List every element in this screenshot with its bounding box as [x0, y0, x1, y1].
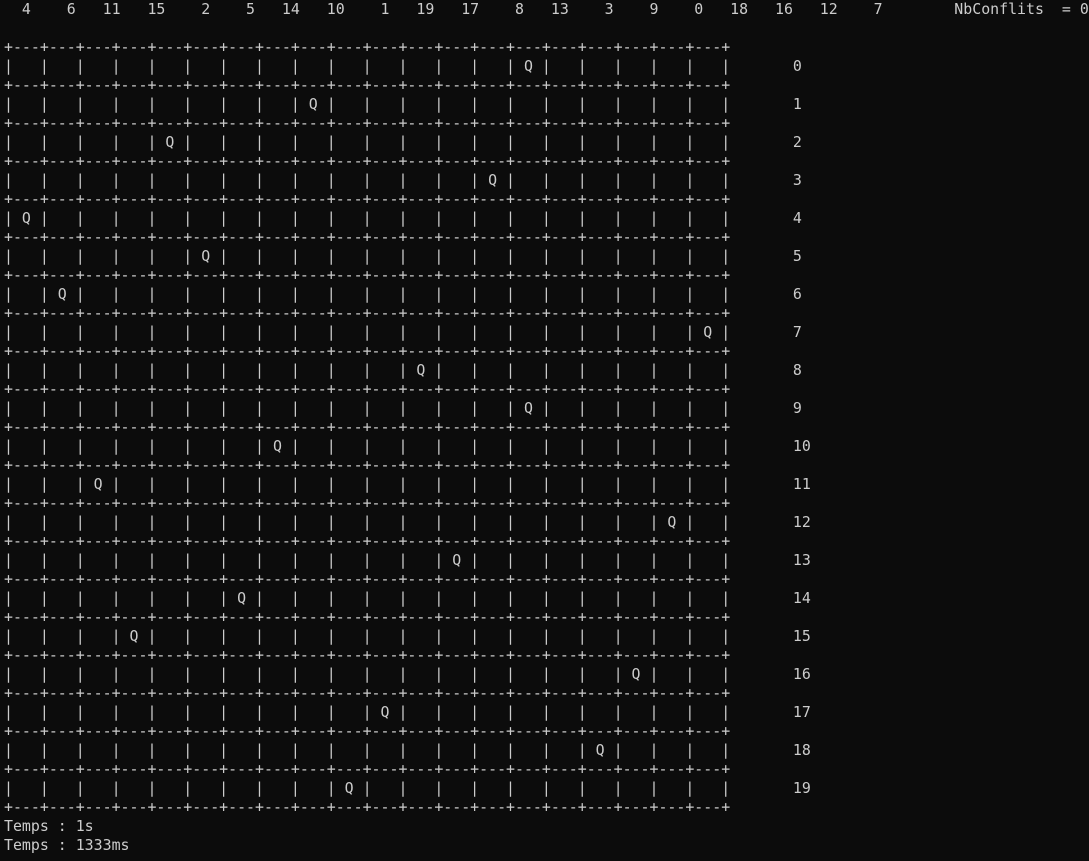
- terminal-window: [4, 0, 1089, 861]
- board-row: [4, 285, 1010, 304]
- board-row: [4, 247, 1010, 266]
- board-separator: +---+---+---+---+---+---+---+---+---+---+---+---+---+---+---+---+---+---+---+---+: [4, 532, 731, 550]
- board-separator: +---+---+---+---+---+---+---+---+---+---+---+---+---+---+---+---+---+---+---+---+: [4, 798, 731, 816]
- board-row-cells: | | | | | Q | | | | | | | | | | | | | | | |: [4, 133, 793, 151]
- board-row: [4, 399, 1010, 418]
- board-row: [4, 475, 1010, 494]
- board-row: [4, 741, 1010, 760]
- board-row: [4, 437, 1010, 456]
- board-row: [4, 361, 1010, 380]
- row-label: 0: [792, 57, 802, 75]
- board-row-cells: | | | | | | | Q | | | | | | | | | | | | | |: [4, 589, 793, 607]
- board-separator: +---+---+---+---+---+---+---+---+---+---+---+---+---+---+---+---+---+---+---+---+: [4, 418, 731, 436]
- board-separator: +---+---+---+---+---+---+---+---+---+---+---+---+---+---+---+---+---+---+---+---+: [4, 304, 731, 322]
- row-label: 5: [792, 247, 802, 265]
- board-row: [4, 665, 1010, 684]
- blank-line: [4, 19, 1010, 38]
- time-seconds: Temps : 1s: [4, 817, 94, 835]
- board-row: [4, 323, 1010, 342]
- footer: [4, 817, 1010, 855]
- board-row: [4, 133, 1010, 152]
- board-row-cells: | | | | | | | | | | | | | | | | | | | Q | |: [4, 513, 793, 531]
- board-row-cells: | | | | Q | | | | | | | | | | | | | | | | |: [4, 627, 793, 645]
- board-separator: +---+---+---+---+---+---+---+---+---+---+---+---+---+---+---+---+---+---+---+---+: [4, 190, 731, 208]
- board-row-cells: | | | | | | Q | | | | | | | | | | | | | | |: [4, 247, 793, 265]
- board-row: [4, 779, 1010, 798]
- board-row-cells: | | | | | | | | | Q | | | | | | | | | | | |: [4, 95, 793, 113]
- conflict-value: 0: [1079, 0, 1089, 18]
- conflict-count: [954, 0, 1089, 18]
- board-separator: +---+---+---+---+---+---+---+---+---+---+---+---+---+---+---+---+---+---+---+---+: [4, 152, 731, 170]
- row-label: 4: [792, 209, 802, 227]
- row-label: 12: [792, 513, 811, 531]
- board-row-cells: | Q | | | | | | | | | | | | | | | | | | | |: [4, 209, 793, 227]
- board-separator: +---+---+---+---+---+---+---+---+---+---+---+---+---+---+---+---+---+---+---+---+: [4, 760, 731, 778]
- board-row-cells: | | | | | | | | | | | | | | Q | | | | | | |: [4, 171, 793, 189]
- board-row: [4, 209, 1010, 228]
- row-label: 10: [792, 437, 811, 455]
- board-row: [4, 95, 1010, 114]
- board-separator: +---+---+---+---+---+---+---+---+---+---+---+---+---+---+---+---+---+---+---+---+: [4, 494, 731, 512]
- row-label: 13: [792, 551, 811, 569]
- conflict-label: NbConflits: [954, 0, 1044, 18]
- board-row: [4, 551, 1010, 570]
- board-row: [4, 171, 1010, 190]
- row-label: 14: [792, 589, 811, 607]
- board-separator: +---+---+---+---+---+---+---+---+---+---+---+---+---+---+---+---+---+---+---+---+: [4, 228, 731, 246]
- board-row: [4, 703, 1010, 722]
- board-separator: +---+---+---+---+---+---+---+---+---+---+---+---+---+---+---+---+---+---+---+---+: [4, 76, 731, 94]
- board-separator: +---+---+---+---+---+---+---+---+---+---+---+---+---+---+---+---+---+---+---+---+: [4, 266, 731, 284]
- board-separator: +---+---+---+---+---+---+---+---+---+---+---+---+---+---+---+---+---+---+---+---+: [4, 570, 731, 588]
- board-row-cells: | | | | | | | | | | | | Q | | | | | | | | |: [4, 361, 793, 379]
- conflict-sep: =: [1061, 0, 1071, 18]
- board-separator: +---+---+---+---+---+---+---+---+---+---+---+---+---+---+---+---+---+---+---+---+: [4, 380, 731, 398]
- board-separator: +---+---+---+---+---+---+---+---+---+---+---+---+---+---+---+---+---+---+---+---+: [4, 114, 731, 132]
- board-row: [4, 589, 1010, 608]
- board-row: [4, 513, 1010, 532]
- row-label: 11: [792, 475, 811, 493]
- chess-board: [4, 38, 1010, 817]
- row-label: 19: [792, 779, 811, 797]
- row-label: 3: [792, 171, 802, 189]
- board-separator: +---+---+---+---+---+---+---+---+---+---+---+---+---+---+---+---+---+---+---+---+: [4, 38, 731, 56]
- board-separator: +---+---+---+---+---+---+---+---+---+---+---+---+---+---+---+---+---+---+---+---+: [4, 646, 731, 664]
- column-header: 4 6 11 15 2 5 14 10 1 19 17 8 13 3 9 0 18 16 12 7: [4, 0, 955, 18]
- board-row-cells: | | | | | | | | | | | | | | | Q | | | | | |: [4, 399, 793, 417]
- board-row-cells: | | | Q | | | | | | | | | | | | | | | | | |: [4, 475, 793, 493]
- board-row: [4, 57, 1010, 76]
- row-label: 8: [792, 361, 802, 379]
- board-row-cells: | | | | | | | | | | | Q | | | | | | | | | |: [4, 703, 793, 721]
- board-row-cells: | | | | | | | | | | | | | | | | | | Q | | |: [4, 665, 793, 683]
- row-label: 2: [792, 133, 802, 151]
- row-label: 16: [792, 665, 811, 683]
- header-line: [4, 0, 1089, 19]
- board-row-cells: | | | | | | | | | | Q | | | | | | | | | | |: [4, 779, 793, 797]
- board-row-cells: | | | | | | | | | | | | | Q | | | | | | | |: [4, 551, 793, 569]
- board-separator: +---+---+---+---+---+---+---+---+---+---+---+---+---+---+---+---+---+---+---+---+: [4, 608, 731, 626]
- board-row-cells: | | Q | | | | | | | | | | | | | | | | | | |: [4, 285, 793, 303]
- time-milliseconds: Temps : 1333ms: [4, 836, 130, 854]
- row-label: 9: [792, 399, 802, 417]
- board-row-cells: | | | | | | | | Q | | | | | | | | | | | | |: [4, 437, 793, 455]
- row-label: 15: [792, 627, 811, 645]
- board-separator: +---+---+---+---+---+---+---+---+---+---+---+---+---+---+---+---+---+---+---+---+: [4, 456, 731, 474]
- board-row-cells: | | | | | | | | | | | | | | | | | Q | | | |: [4, 741, 793, 759]
- board-separator: +---+---+---+---+---+---+---+---+---+---+---+---+---+---+---+---+---+---+---+---+: [4, 684, 731, 702]
- board-row: [4, 627, 1010, 646]
- board-row-cells: | | | | | | | | | | | | | | | Q | | | | | |: [4, 57, 793, 75]
- board-row-cells: | | | | | | | | | | | | | | | | | | | | Q |: [4, 323, 793, 341]
- row-label: 1: [792, 95, 802, 113]
- board-separator: +---+---+---+---+---+---+---+---+---+---+---+---+---+---+---+---+---+---+---+---+: [4, 722, 731, 740]
- row-label: 6: [792, 285, 802, 303]
- row-label: 7: [792, 323, 802, 341]
- row-label: 17: [792, 703, 811, 721]
- board-separator: +---+---+---+---+---+---+---+---+---+---+---+---+---+---+---+---+---+---+---+---+: [4, 342, 731, 360]
- row-label: 18: [792, 741, 811, 759]
